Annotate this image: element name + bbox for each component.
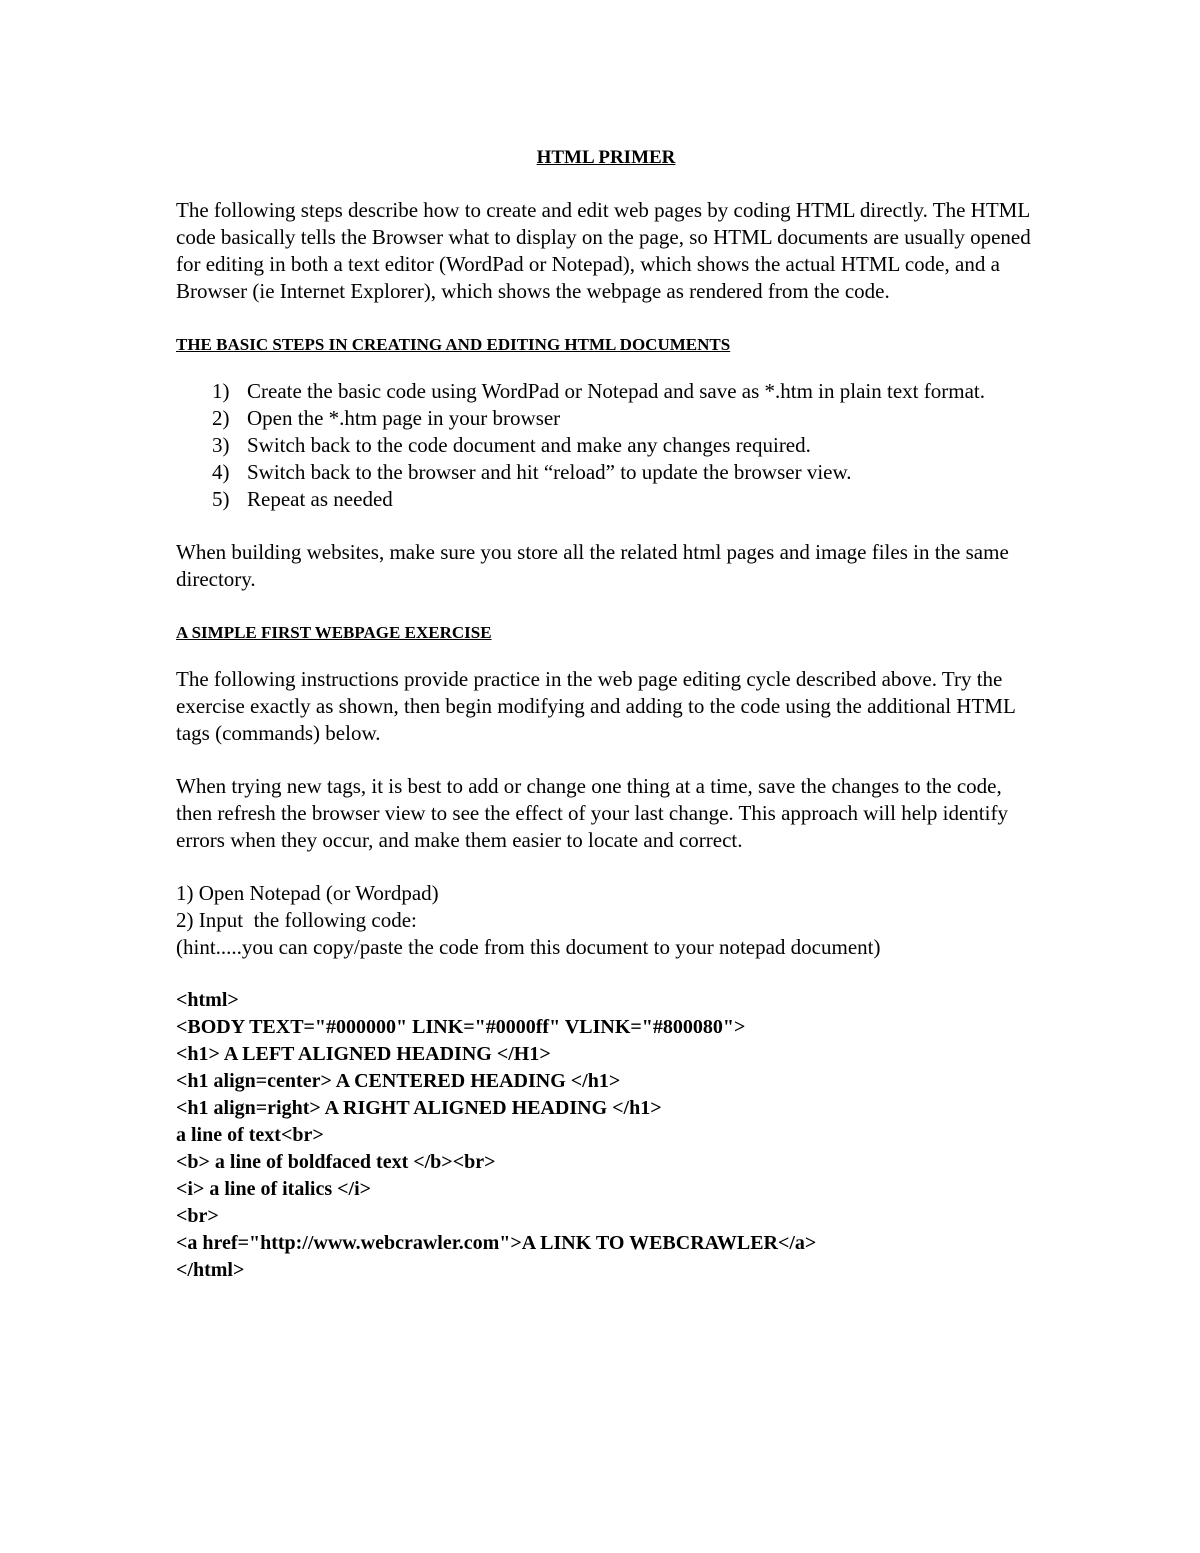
directory-note: When building websites, make sure you store all the related html pages and image files in the same directory. <box>176 540 1009 591</box>
step-number: 4) <box>212 460 230 484</box>
step-text: Create the basic code using WordPad or Notepad and save as *.htm in plain text format. <box>247 379 985 403</box>
instruction-line: 2) Input the following code: <box>176 908 417 932</box>
step-text: Switch back to the code document and make any changes required. <box>247 433 811 457</box>
code-line: <i> a line of italics </i> <box>176 1178 372 1200</box>
exercise-paragraph-2: When trying new tags, it is best to add or change one thing at a time, save the changes to the code, then refresh the browser view to see the effect of your last change. This approach will help identify errors when they occur, and make them easier to locate and correct. <box>176 774 1008 852</box>
step-text: Open the *.htm page in your browser <box>247 406 561 430</box>
step-number: 2) <box>212 406 230 430</box>
code-line: <html> <box>176 989 239 1011</box>
step-number: 1) <box>212 379 230 403</box>
list-item <box>176 459 1036 486</box>
code-line: <h1> A LEFT ALIGNED HEADING </H1> <box>176 1043 551 1065</box>
intro-paragraph: The following steps describe how to create and edit web pages by coding HTML directly. The HTML code basically tells the Browser what to display on the page, so HTML documents are usually opened for editing in both a text editor (WordPad or Notepad), which shows the actual HTML code, and a Browser (ie Internet Explorer), which shows the webpage as rendered from the code. <box>176 198 1031 303</box>
instruction-line: (hint.....you can copy/paste the code from this document to your notepad document) <box>176 935 881 959</box>
code-block <box>176 987 1036 1284</box>
document-title: HTML PRIMER <box>536 147 676 168</box>
steps-list <box>176 378 1036 513</box>
list-item <box>176 405 1036 432</box>
section-heading-exercise: A SIMPLE FIRST WEBPAGE EXERCISE <box>176 623 492 642</box>
list-item <box>176 486 1036 513</box>
instruction-lines <box>176 880 1036 961</box>
step-text: Switch back to the browser and hit “reload” to update the browser view. <box>247 460 852 484</box>
exercise-paragraph-1: The following instructions provide practice in the web page editing cycle described above. Try the exercise exactly as shown, then begin modifying and adding to the code using the additional HTML tags (commands) below. <box>176 667 1016 745</box>
instruction-line: 1) Open Notepad (or Wordpad) <box>176 881 439 905</box>
step-number: 5) <box>212 487 230 511</box>
code-line: <h1 align=right> A RIGHT ALIGNED HEADING </h1> <box>176 1097 662 1119</box>
code-line: a line of text<br> <box>176 1124 324 1146</box>
code-line: <BODY TEXT="#000000" LINK="#0000ff" VLINK="#800080"> <box>176 1016 746 1038</box>
code-line: <b> a line of boldfaced text </b><br> <box>176 1151 496 1173</box>
list-item <box>176 378 1036 405</box>
document-page <box>176 140 1036 1284</box>
list-item <box>176 432 1036 459</box>
code-line: <br> <box>176 1205 219 1227</box>
code-line: </html> <box>176 1259 245 1281</box>
step-text: Repeat as needed <box>247 487 393 511</box>
step-number: 3) <box>212 433 230 457</box>
code-line: <h1 align=center> A CENTERED HEADING </h1> <box>176 1070 621 1092</box>
code-line: <a href="http://www.webcrawler.com">A LINK TO WEBCRAWLER</a> <box>176 1232 817 1254</box>
section-heading-basic-steps: THE BASIC STEPS IN CREATING AND EDITING HTML DOCUMENTS <box>176 335 731 354</box>
